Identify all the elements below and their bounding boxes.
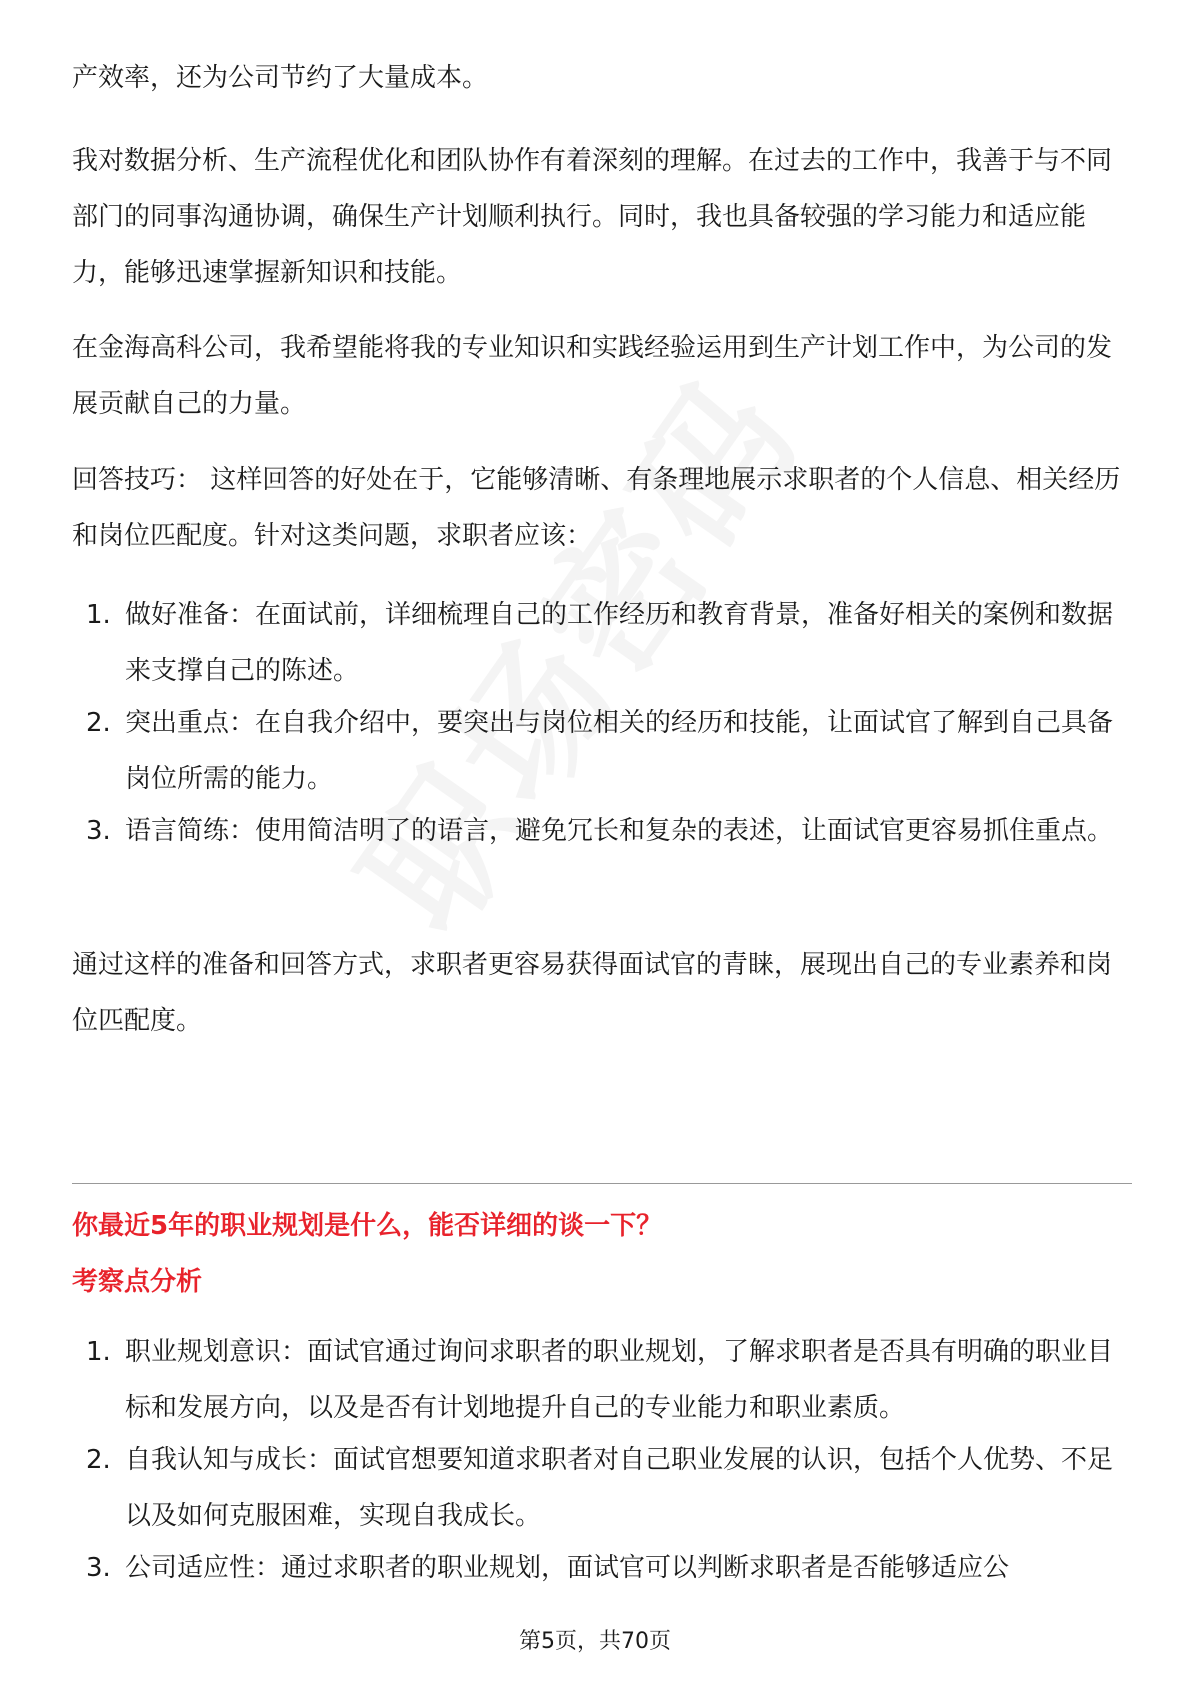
- paragraph-self-description: 我对数据分析、生产流程优化和团队协作有着深刻的理解。在过去的工作中，我善于与不同部门的同事沟通协调，确保生产计划顺利执行。同时，我也具备较强的学习能力和适应能力，能够迅速掌握新知识和技能。: [72, 146, 1113, 288]
- list-text: 做好准备：在面试前，详细梳理自己的工作经历和教育背景，准备好相关的案例和数据来支撑自己的陈述。: [125, 600, 1114, 686]
- list-text: 公司适应性：通过求职者的职业规划，面试官可以判断求职者是否能够适应公: [125, 1553, 1010, 1583]
- list-text: 突出重点：在自我介绍中，要突出与岗位相关的经历和技能，让面试官了解到自己具备岗位所需的能力。: [125, 708, 1114, 794]
- list-text: 职业规划意识：面试官通过询问求职者的职业规划，了解求职者是否具有明确的职业目标和发展方向，以及是否有计划地提升自己的专业能力和职业素质。: [125, 1337, 1114, 1423]
- paragraph-continuation: 产效率，还为公司节约了大量成本。: [72, 63, 489, 93]
- list-number: 2.: [86, 1445, 111, 1475]
- paragraph-company-goal: 在金海高科公司，我希望能将我的专业知识和实践经验运用到生产计划工作中，为公司的发展贡献自己的力量。: [72, 333, 1113, 419]
- list-text: 语言简练：使用简洁明了的语言，避免冗长和复杂的表述，让面试官更容易抓住重点。: [125, 816, 1114, 846]
- list-number: 1.: [86, 1337, 111, 1367]
- list-number: 2.: [86, 708, 111, 738]
- question-title: 你最近5年的职业规划是什么，能否详细的谈一下？: [72, 1211, 663, 1241]
- list-text: 自我认知与成长：面试官想要知道求职者对自己职业发展的认识，包括个人优势、不足以及如何克服困难，实现自我成长。: [125, 1445, 1114, 1531]
- list-number: 3.: [86, 816, 111, 846]
- list-number: 1.: [86, 600, 111, 630]
- list-number: 3.: [86, 1553, 111, 1583]
- paragraph-answer-tips: 回答技巧： 这样回答的好处在于，它能够清晰、有条理地展示求职者的个人信息、相关经历和岗位匹配度。针对这类问题，求职者应该：: [72, 465, 1121, 551]
- page-number-footer: 第5页，共70页: [519, 1629, 671, 1654]
- analysis-subtitle: 考察点分析: [72, 1267, 203, 1297]
- paragraph-summary: 通过这样的准备和回答方式，求职者更容易获得面试官的青睐，展现出自己的专业素养和岗位匹配度。: [72, 950, 1113, 1036]
- section-divider: [72, 1183, 1132, 1184]
